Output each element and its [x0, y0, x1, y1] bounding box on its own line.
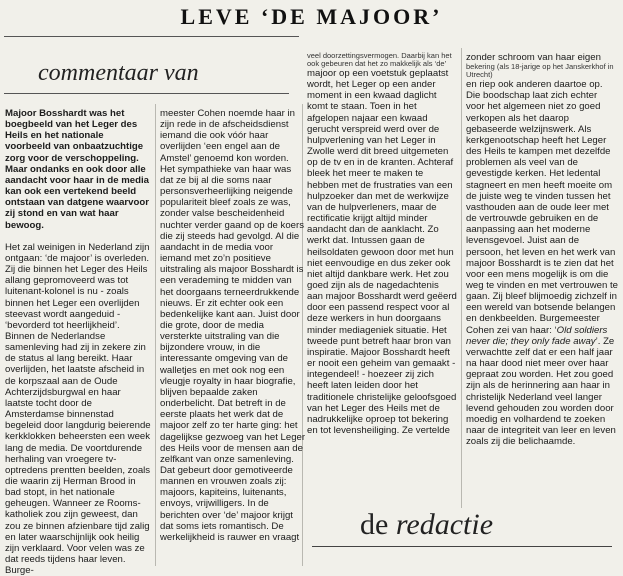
column-3-body: majoor op een voetstuk geplaatst wordt, het Leger op een ander moment in een kwaad daglicht komt te staan. Toen in het afgelopen najaar een kwaad gerucht verspreid werd over de hulpverlening van het Leger in Zwolle werd dit breed uitgemeten op de tv en in de kranten. Achteraf bleek het meer te maken te hebben met de frustraties van een hulpzoeker dan met de werkwijze van de hulpverleners, maar de rectificatie krijgt altijd minder aandacht dan de aanklacht. Zo werkt dat. Intussen gaan de heilsoldaten gewoon door met hun niet eenvoudige en dus zeker ook niet altijd dankbare werk. Het zou goed zijn als de nagedachtenis aan majoor Bosshardt werd geëerd door een passend respect voor al deze werkers in hun doorgaans minder mediageniek situatie. Het tweede punt betreft haar bron van inspiratie. Majoor Bosshardt heeft er nooit een geheim van gemaakt - integendeel! - hoezeer zij zich heeft laten leiden door het traditionele christelijke geloofsgoed van het Leger des Heils met de nadrukkelijke oproep tot bekering en tot levensheiliging. Ze vertelde [307, 68, 457, 436]
column-kicker: commentaar van [38, 60, 199, 86]
column-4-cutoff-text: bekering (als 18-jarige op het Janskerkhof in Utrecht) [466, 62, 614, 80]
cohen-quote: Old soldiers never die; they only fade away [466, 324, 608, 347]
column-4-body: en riep ook anderen daartoe op. Die boodschap laat zich echter voor het algemeen niet zo goed verkopen als het daarop gebaseerde welzijnswerk. Als kerkgenootschap heeft het Leger des Heils te kampen met dezelfde problemen als veel van de gevestigde kerken. Het ledental stagneert en men heeft moeite om de juiste weg te vinden tussen het vasthouden aan de oude leer met de vertrouwde gebruiken en de aanpassing aan het moderne levensgevoel. Juist aan de persoon, het leven en het werk van majoor Bosshardt is te zien dat het voor een mens mogelijk is om die weg te vinden en met vertrouwen te gaan. Zij bleef blijmoedig zichzelf in een wereld van botsende belangen en denkbeelden. Burgemeester Cohen zei van haar: ‘ [466, 79, 618, 336]
signature-name: redactie [395, 508, 494, 541]
lead-paragraph: Majoor Bosshardt was het boegbeeld van het Leger des Heils en het nationale voorbeeld van onbaatzuchtige zorg voor de verschoppeling. Maar ondanks en ook door alle aandacht voor haar in de media kan ook een vertekend beeld ontstaan van datgene waarvoor zij stond en van wat haar bewoog. [5, 108, 149, 231]
column-4-tail: ’. Ze verwachtte zelf dat er een half jaar na haar dood niet meer over haar gepraat zou worden. Het zou goed zijn als de herinnering aan haar in christelijk Nederland veel langer levend gehouden zou worden door moedig en volhardend te zoeken naar de integriteit van leer en leven zoals zij die belichaamde. [466, 335, 616, 448]
column-2-body: meester Cohen noemde haar in zijn rede in de afscheidsdienst iemand die ook vóór haar overlijden ‘een engel aan de Amstel’ genoemd kon worden. Het sympathieke van haar was dat ze bij al die soms naar personsverheerlijking neigende populariteit bleef zoals ze was, zonder valse bescheidenheid nuchter verder gaand op de koers die zij steeds had gevolgd. Al die aandacht in de media voor iemand met zo’n positieve uitstraling als majoor Bosshardt is een verademing te midden van het doorgaans terneerdrukkende nieuws. Er zit echter ook een bedenkelijke kant aan. Juist door die grote, door de media versterkte uitstraling van die bijzondere vrouw, in die interessante omgeving van de walletjes en met ook nog een vleugje royalty in haar biografie, blijven bepaalde zaken onderbelicht. Dat betreft in de eerste plaats het werk dat de majoor zelf zo ter harte ging: het dagelijkse gezwoeg van het Leger des Heils voor de mensen aan de zelfkant van onze samenleving. Dat gebeurt door gemotiveerde mannen en vrouwen zoals zij: majoors, kapiteins, luitenants, envoys, vrijwilligers. In de berichten over ‘de’ majoor krijgt dat soms iets romantisch. De werkelijkheid is rauwer en vraagt [160, 108, 306, 543]
title-underline [4, 36, 299, 37]
article-title: LEVE ‘DE MAJOOR’ [180, 4, 443, 29]
column-4 [466, 52, 618, 447]
signature-underline [312, 546, 612, 547]
column-2 [160, 108, 306, 543]
column-1-body: Het zal weinigen in Nederland zijn ontgaan: ‘de majoor’ is overleden. Zij die binnen het Leger des Heils allang gepromoveerd was tot luitenant-kolonel is nu - zoals binnen het Leger een overlijden steevast wordt aangeduid - ‘bevorderd tot heerlijkheid’. Binnen de Nederlandse samenleving had zij in zekere zin de status al lang bereikt. Haar overlijden, het laatste afscheid in de korpszaal aan de Oude Achterzijdsburgwal en haar laatste tocht door de Amsterdamse binnenstad begeleid door langdurig beierende kerkklokken beheersten een week lang de media. De voortdurende herhaling van vroegere tv-optredens prentten beelden, zoals die waarin zij Herman Brood in bad stopt, in het nationale geheugen. Wanneer ze Rooms-katholiek zou zijn geweest, dan zou ze binnen afzienbare tijd zalig en later waarschijnlijk ook heilig zijn verklaard. Voor velen was ze dat reeds tijdens haar leven. Burge- [5, 241, 151, 576]
column-divider-1 [155, 104, 156, 566]
column-3 [307, 52, 457, 436]
column-3-cutoff-text: veel doorzettingsvermogen. Daarbij kan het ook gebeuren dat het zo makkelijk als ‘de’ [307, 52, 452, 68]
column-divider-3 [461, 48, 462, 508]
kicker-underline [4, 93, 289, 94]
column-4-top: zonder schroom van haar eigen [466, 52, 601, 63]
signature-prefix: de [360, 508, 389, 541]
column-1 [5, 108, 151, 576]
signature [360, 508, 493, 542]
column-4-body-wrap [466, 79, 618, 447]
